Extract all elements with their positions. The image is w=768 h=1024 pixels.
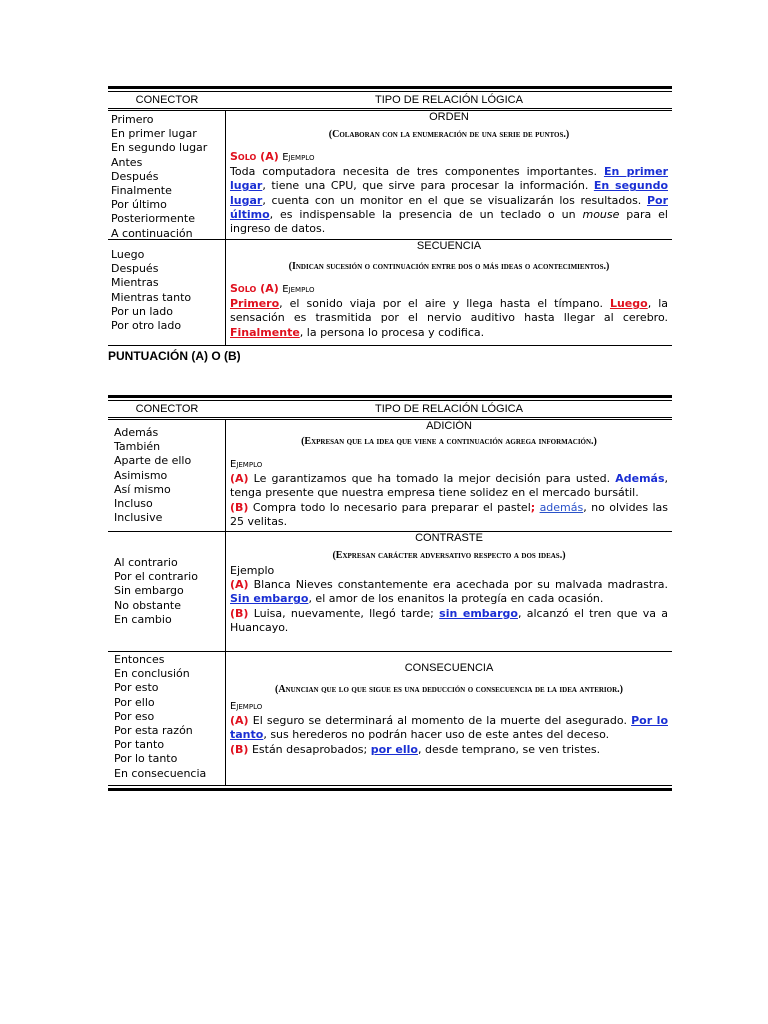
example-fragment: , el sonido viaja por el aire y llega hasta el tímpano. <box>279 297 610 311</box>
header-tipo-relacion: TIPO DE RELACIÓN LÓGICA <box>375 403 523 415</box>
example-fragment: Están desaprobados; <box>248 742 371 756</box>
table-bottom-rule <box>108 785 672 791</box>
row-consecuencia <box>108 651 672 785</box>
example-fragment: para el ingreso de datos. <box>230 207 668 236</box>
section-heading: PUNTUACIÓN (A) O (B) <box>108 349 241 363</box>
connector-highlight: Primero <box>230 297 280 311</box>
semicolon-highlight: ; <box>530 500 536 514</box>
table-header <box>108 401 672 417</box>
connector-item: Primero <box>111 113 154 126</box>
connector-list <box>108 240 226 345</box>
option-a-label: (A) <box>230 578 249 592</box>
example-label <box>230 282 668 297</box>
connector-item: Mientras <box>111 276 159 290</box>
example-fragment: , tiene una CPU, que sirve para procesar la información. <box>262 179 594 193</box>
header-conector: CONECTOR <box>135 94 199 106</box>
connector-item: Finalmente <box>111 184 172 198</box>
example-fragment: , no olvides las 25 velitas. <box>230 500 668 528</box>
example-b <box>230 743 668 757</box>
example-fragment: Blanca Nieves constantemente era acechada por su malvada madrastra. <box>248 578 668 592</box>
connector-item: Por eso <box>114 709 155 723</box>
connector-item: Por último <box>111 198 167 212</box>
connector-item: En primer lugar <box>111 127 197 141</box>
connector-item: Posteriormente <box>111 212 195 226</box>
row-orden <box>108 111 672 239</box>
connector-item: Después <box>111 169 159 183</box>
connector-item: Al contrario <box>114 556 178 570</box>
example-label <box>230 150 668 165</box>
connector-highlight: Además <box>615 472 665 486</box>
example-fragment: , es indispensable la presencia de un teclado o un <box>269 207 583 221</box>
ejemplo-label: Ejemplo <box>230 459 263 470</box>
ejemplo-label: Ejemplo <box>230 564 275 578</box>
connector-item: Por el contrario <box>114 570 198 584</box>
example-fragment: Le garantizamos que ha tomado la mejor decisión para usted. <box>248 472 616 486</box>
connector-item: También <box>114 440 161 454</box>
example-italic: mouse <box>582 207 620 221</box>
example-fragment: , sus herederos no podrán hacer uso de este antes del deceso. <box>263 728 610 742</box>
connector-item: Por esto <box>114 681 159 695</box>
ejemplo-label: Ejemplo <box>282 284 315 295</box>
example-fragment: Compra todo lo necesario para preparar el pastel <box>248 500 531 514</box>
example-fragment: , desde temprano, se ven tristes. <box>418 742 601 756</box>
connector-item: En conclusión <box>114 667 190 681</box>
connector-list <box>108 532 226 651</box>
row-contraste <box>108 531 672 651</box>
connector-list <box>108 111 226 239</box>
example-fragment: , el amor de los enanitos la protegía en cada ocasión. <box>308 592 604 606</box>
connector-highlight: En segundo lugar <box>230 179 668 207</box>
table-header <box>108 92 672 108</box>
connector-highlight: En primer lugar <box>230 165 669 193</box>
connector-item: En consecuencia <box>114 766 207 780</box>
connector-item: Incluso <box>114 497 153 511</box>
relation-subtitle: (Expresan carácter adversativo respecto a dos ideas.) <box>332 550 566 562</box>
ejemplo-label: Ejemplo <box>282 152 315 163</box>
connector-item: Antes <box>111 155 143 169</box>
connector-item: Además <box>114 426 159 439</box>
connector-item: Por ello <box>114 695 155 709</box>
example-fragment: , cuenta con un monitor en el que se visualizarán los resultados. <box>262 193 647 207</box>
connector-highlight: Luego <box>609 297 648 311</box>
example-a <box>230 472 668 500</box>
connector-highlight: por ello <box>370 742 418 756</box>
connector-item: Por lo tanto <box>114 752 178 766</box>
example-fragment: El seguro se determinará al momento de la muerte del asegurado. <box>248 714 632 728</box>
relation-subtitle: (Expresan que la idea que viene a continuación agrega información.) <box>301 436 597 447</box>
connector-item: Por otro lado <box>111 319 182 333</box>
connector-item: Aparte de ello <box>114 454 192 468</box>
relation-title: ORDEN <box>429 111 469 123</box>
relation-cell <box>226 532 672 651</box>
relation-subtitle: (Colaboran con la enumeración de una serie de puntos.) <box>328 129 570 140</box>
ejemplo-label: Ejemplo <box>230 701 263 713</box>
connector-item: Mientras tanto <box>111 290 192 304</box>
connector-item: En cambio <box>114 612 172 626</box>
relation-subtitle: (Anuncian que lo que sigue es una deducción o consecuencia de la idea anterior.) <box>275 684 623 696</box>
example-fragment: Toda computadora necesita de tres componentes importantes. <box>230 165 604 179</box>
connector-item: Entonces <box>114 653 165 667</box>
relation-cell <box>226 240 672 345</box>
connector-list <box>108 652 226 785</box>
relation-title: CONTRASTE <box>415 532 483 545</box>
connector-item: Por esta razón <box>114 724 193 738</box>
connector-highlight: Sin embargo <box>230 592 309 606</box>
example-fragment: Luisa, nuevamente, llegó tarde; <box>248 606 440 620</box>
relation-title: CONSECUENCIA <box>404 662 494 675</box>
connector-item: En segundo lugar <box>111 141 208 155</box>
connector-highlight: sin embargo <box>439 606 518 620</box>
solo-label: Solo (A) <box>230 282 279 295</box>
option-b-label: (B) <box>230 500 249 514</box>
example-a <box>230 578 668 606</box>
example-fragment: , la persona lo procesa y codifica. <box>299 325 485 339</box>
relation-cell <box>226 111 672 239</box>
connector-item: Asimismo <box>114 468 168 482</box>
solo-label: Solo (A) <box>230 150 279 163</box>
connector-item: Inclusive <box>114 511 163 525</box>
option-a-label: (A) <box>230 714 249 728</box>
header-conector: CONECTOR <box>135 403 199 415</box>
table-orden-secuencia <box>108 86 672 346</box>
connector-item: Sin embargo <box>114 584 184 598</box>
example-text <box>230 297 668 340</box>
connector-highlight: Finalmente <box>230 325 300 339</box>
example-a <box>230 714 668 742</box>
option-b-label: (B) <box>230 606 249 620</box>
example-text <box>230 165 668 236</box>
relation-title: SECUENCIA <box>416 240 482 252</box>
connector-highlight: Por último <box>230 193 668 221</box>
relation-cell <box>226 652 672 785</box>
example-fragment: , tenga presente que nuestra empresa tiene solidez en el mercado bursátil. <box>230 472 668 500</box>
connector-list <box>108 420 226 531</box>
relation-title: ADICIÓN <box>426 420 472 432</box>
example-fragment: , alcanzó el tren que va a Huancayo. <box>230 606 668 634</box>
row-secuencia <box>108 239 672 345</box>
option-b-label: (B) <box>230 742 249 756</box>
connector-item: Después <box>111 262 159 276</box>
example-fragment: , la sensación es trasmitida por el nervio auditivo hasta llegar al cerebro. <box>230 297 668 325</box>
connector-item: No obstante <box>114 598 182 612</box>
connector-item: A continuación <box>111 226 193 240</box>
relation-cell <box>226 420 672 531</box>
connector-item: Luego <box>111 248 145 261</box>
table-bottom-rule <box>108 345 672 346</box>
option-a-label: (A) <box>230 472 249 486</box>
relation-subtitle: (Indican sucesión o continuación entre dos o más ideas o acontecimientos.) <box>288 261 610 272</box>
connector-highlight: Por lo tanto <box>230 714 668 742</box>
connector-item: Por un lado <box>111 304 173 318</box>
table-adicion-contraste-consecuencia <box>108 395 672 791</box>
example-b <box>230 501 668 529</box>
connector-item: Así mismo <box>114 482 171 496</box>
row-adicion <box>108 420 672 531</box>
connector-highlight: además <box>539 500 584 514</box>
example-b <box>230 607 668 635</box>
header-tipo-relacion: TIPO DE RELACIÓN LÓGICA <box>375 94 523 106</box>
connector-item: Por tanto <box>114 738 165 752</box>
